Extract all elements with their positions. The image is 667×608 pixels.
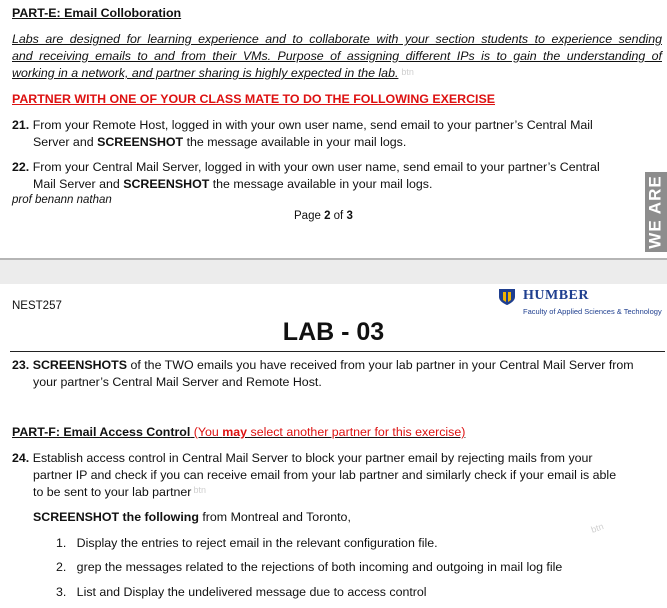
item-emphasis: SCREENSHOT (123, 177, 210, 191)
side-banner (645, 172, 667, 252)
logo-name: HUMBER (523, 288, 589, 303)
item-text: Server and (33, 135, 98, 149)
screenshot-intro-bold: SCREENSHOT the following (33, 510, 199, 524)
footer-text: Page (294, 210, 325, 222)
screenshot-intro (33, 510, 351, 524)
side-banner-text: WE ARE (646, 175, 665, 249)
watermark: btn (401, 67, 414, 77)
screenshot-intro-text: from Montreal and Toronto, (198, 510, 351, 524)
item-text-line2: your partner’s Central Mail Server and Remote Host. (33, 375, 322, 389)
item-text: the message available in your mail logs. (209, 177, 433, 191)
item-text-line1: From your Remote Host, logged in with your own user name, send email to your partner’s Central Mail (32, 118, 593, 132)
item-text-line1: of the TWO emails you have received from your lab partner in your Central Mail Server from (127, 358, 634, 372)
part-e-intro (12, 31, 662, 83)
item-text: Mail Server and (33, 177, 124, 191)
part-f-note-emphasis: may (222, 425, 248, 439)
lab-title: LAB - 03 (282, 318, 385, 346)
exercise-item-23 (12, 357, 662, 391)
list-item (56, 535, 438, 552)
list-text: List and Display the undelivered message due to access control (76, 585, 427, 599)
exercise-item-22 (12, 159, 662, 193)
list-number: 1. (56, 536, 67, 550)
title-rule (10, 351, 665, 352)
item-number: 21. (12, 118, 30, 132)
part-f-note: select another partner for this exercise) (247, 425, 466, 439)
item-text-line3: to be sent to your lab partner (33, 485, 192, 499)
part-f-title: PART-F: Email Access Control (12, 425, 191, 439)
list-text: Display the entries to reject email in the relevant configuration file. (76, 536, 438, 550)
exercise-item-24 (12, 450, 662, 502)
intro-line-3: working in a network, and partner sharing is highly expected in the lab. (12, 66, 399, 80)
footer-page-number: 2 (324, 210, 331, 222)
list-item (56, 559, 562, 576)
item-text-line2: partner IP and check if you can receive email from your lab partner and similarly check if your email is able (33, 468, 617, 482)
page-separator (0, 258, 667, 284)
intro-line-1: Labs are designed for learning experience and to collaborate with your section students to experience sending (12, 32, 662, 46)
item-text-line1: Establish access control in Central Mail Server to block your partner email by rejecting mails from your (32, 451, 593, 465)
part-f-note: (You (190, 425, 223, 439)
list-number: 2. (56, 560, 67, 574)
partner-note: PARTNER WITH ONE OF YOUR CLASS MATE TO DO THE FOLLOWING EXERCISE (12, 92, 496, 106)
item-emphasis: SCREENSHOT (97, 135, 184, 149)
footer-text: of (330, 210, 347, 222)
intro-line-2: and receiving emails to and from their VMs. Purpose of assigning different IPs is to gain the understanding of (12, 49, 662, 63)
part-f-heading (12, 425, 465, 439)
item-text: the message available in your mail logs. (183, 135, 407, 149)
course-code: NEST257 (12, 300, 62, 312)
exercise-item-21 (12, 117, 662, 151)
watermark: btn (589, 521, 605, 535)
item-number: 24. (12, 451, 30, 465)
watermark: btn (193, 485, 206, 495)
item-text-line1: From your Central Mail Server, logged in with your own user name, send email to your partner’s Central (32, 160, 600, 174)
list-text: grep the messages related to the rejections of both incoming and outgoing in mail log file (76, 560, 563, 574)
page-footer (294, 210, 353, 222)
item-number: 23. (12, 358, 30, 372)
humber-shield-icon (496, 288, 518, 306)
part-e-title: PART-E: Email Colloboration (12, 6, 182, 20)
list-number: 3. (56, 585, 67, 599)
item-emphasis: SCREENSHOTS (32, 358, 128, 372)
footer-total-pages: 3 (346, 210, 353, 222)
list-item (56, 584, 427, 601)
author-signature: prof benann nathan (12, 194, 112, 206)
item-number: 22. (12, 160, 30, 174)
logo-subtitle: Faculty of Applied Sciences & Technology (523, 307, 662, 316)
